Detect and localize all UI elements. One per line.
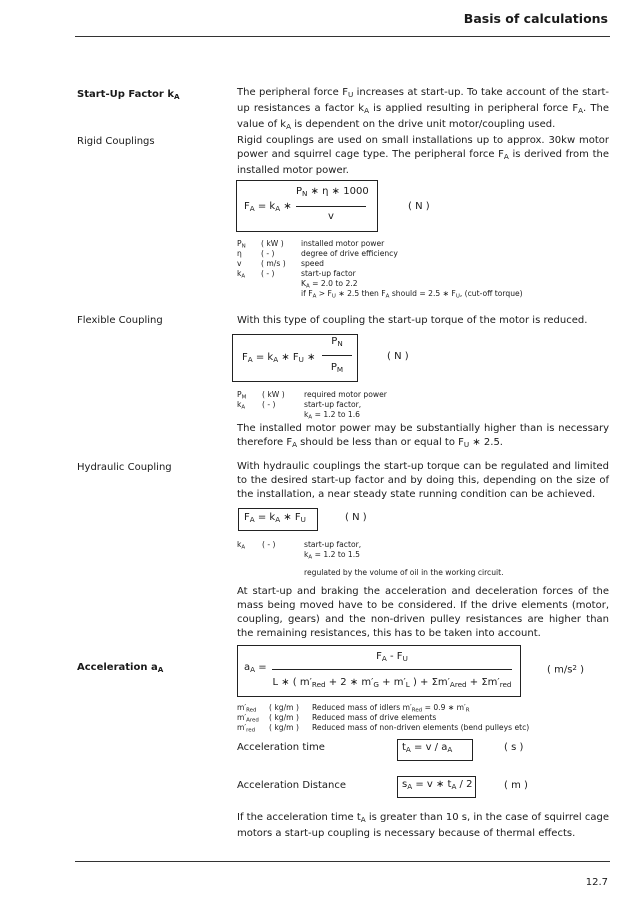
page-header-title: Basis of calculations (463, 11, 608, 26)
acceleration-time-formula: $t_A = v / a_A$ (402, 742, 453, 754)
hydraulic-formula: $F_A = k_A$ ∗ $F_U$ (244, 512, 306, 524)
legend-row (237, 390, 437, 400)
legend-row (237, 400, 437, 410)
startup-factor-text: The peripheral force $F_U$ increases at start-up. To take account of the start-up resistances a factor $k_A$ is applied resulting in peripheral force $F_A$. The value of $k_A$ is dependent on the drive unit motor/coupling used. (237, 87, 609, 131)
hydraulic-coupling-text: With hydraulic couplings the start-up torque can be regulated and limited to the desired start-up factor and by doing this, depending on the size of the installation, a near steady state running condition can be achieved. (237, 461, 609, 500)
legend-symbol: $m'_{Ared}$ (237, 713, 259, 724)
page-number: 12.7 (585, 877, 608, 888)
legend-row (237, 410, 437, 420)
legend-row (237, 289, 567, 299)
flexible-formula-unit: ( N ) (387, 351, 409, 362)
legend-description: start-up factor (301, 269, 356, 278)
legend-description: $K_A = 2.0$ to 2.2 (301, 279, 358, 290)
legend-unit: ( kg/m ) (269, 703, 299, 712)
hydraulic-legend (237, 540, 437, 560)
acceleration-note-text: If the acceleration time $t_A$ is greater than 10 s, in the case of squirrel cage motors a start-up coupling is necessary because of thermal effects. (237, 812, 609, 839)
section-label-rigid-couplings: Rigid Couplings (77, 136, 155, 147)
legend-row (237, 259, 567, 269)
legend-symbol: $k_A$ (237, 400, 246, 411)
legend-description: degree of drive efficiency (301, 249, 398, 258)
legend-symbol: $k_A$ (237, 540, 246, 551)
rigid-formula-lhs: $F_A = k_A$ ∗ (244, 201, 292, 213)
flexible-formula-fraction-bar (322, 355, 352, 356)
rigid-formula-fraction-bar (296, 206, 366, 207)
legend-row (237, 279, 567, 289)
rigid-legend (237, 239, 567, 299)
legend-description: speed (301, 259, 324, 268)
legend-unit: ( m/s ) (261, 259, 286, 268)
legend-symbol: $P_M$ (237, 390, 247, 401)
hydraulic-regulated-note: regulated by the volume of oil in the working circuit. (304, 568, 504, 577)
braking-text: At start-up and braking the acceleration and deceleration forces of the mass being moved have to be considered. If the drive elements (motor, coupling, gears) and the non-driven pulley resistances are higher than the remaining resistances, this has to be taken into account. (237, 586, 609, 639)
rigid-formula-unit: ( N ) (408, 201, 430, 212)
footer-rule (75, 861, 610, 862)
legend-row (237, 713, 567, 723)
legend-unit: ( kW ) (261, 239, 284, 248)
acceleration-formula-denominator: L ∗ ( $m'_{Red} + 2$ ∗ $m'_G + m'_L$ ) + $\Sigma m'_{Ared} + \Sigma m'_{red}$ (272, 677, 512, 689)
legend-row (237, 703, 567, 713)
legend-row (237, 540, 437, 550)
acceleration-formula-fraction-bar (272, 669, 512, 670)
legend-description: $k_A = 1.2$ to 1.6 (304, 410, 360, 421)
legend-row (237, 239, 567, 249)
legend-unit: ( - ) (261, 269, 275, 278)
flexible-coupling-text: With this type of coupling the start-up torque of the motor is reduced. (237, 315, 588, 326)
legend-description: $k_A = 1.2$ to 1.5 (304, 550, 360, 561)
acceleration-time-unit: ( s ) (504, 742, 524, 753)
acceleration-time-label: Acceleration time (237, 742, 325, 753)
rigid-formula-denominator: v (328, 211, 334, 222)
acceleration-distance-unit: ( m ) (504, 780, 528, 791)
flexible-legend (237, 390, 437, 420)
acceleration-formula-numerator: $F_A - F_U$ (376, 651, 408, 663)
legend-unit: ( - ) (261, 249, 275, 258)
legend-row (237, 249, 567, 259)
legend-row (237, 269, 567, 279)
legend-description: Reduced mass of drive elements (312, 713, 437, 722)
rigid-couplings-text: Rigid couplings are used on small installations up to approx. 30kw motor power and squirrel cage type. The peripheral force $F_A$ is derived from the installed motor power. (237, 135, 609, 176)
acceleration-distance-label: Acceleration Distance (237, 780, 347, 791)
legend-description: Reduced mass of non-driven elements (bend pulleys etc) (312, 723, 530, 732)
section-label-flexible-coupling: Flexible Coupling (77, 315, 163, 326)
flexible-note-text: The installed motor power may be substantially higher than is necessary therefore $F_A$ should be less than or equal to $F_U$ ∗ 2.5. (237, 423, 609, 449)
acceleration-formula-unit: ( $m/s^2$ ) (547, 663, 585, 676)
flexible-formula-denominator: $P_M$ (330, 362, 344, 374)
hydraulic-formula-unit: ( N ) (345, 512, 367, 523)
legend-description: start-up factor, (304, 540, 362, 549)
legend-row (237, 550, 437, 560)
acceleration-formula-lhs: $a_A$ = (244, 662, 267, 674)
section-label-acceleration: Acceleration $a_A$ (77, 662, 164, 674)
legend-symbol: η (237, 249, 242, 258)
header-rule (75, 36, 610, 37)
section-label-startup-factor: Start-Up Factor $k_A$ (77, 89, 180, 101)
acceleration-distance-formula: $s_A = v$ ∗ $t_A / 2$ (402, 779, 473, 791)
rigid-formula-numerator: $P_N$ ∗ η ∗ 1000 (296, 186, 369, 198)
flexible-formula-numerator: $P_N$ (331, 336, 343, 348)
legend-description: required motor power (304, 390, 387, 399)
legend-unit: ( kg/m ) (269, 713, 299, 722)
legend-description: installed motor power (301, 239, 385, 248)
legend-unit: ( - ) (262, 400, 276, 409)
legend-unit: ( kW ) (262, 390, 285, 399)
legend-symbol: v (237, 259, 242, 268)
legend-symbol: $k_A$ (237, 269, 246, 280)
flexible-formula-lhs: $F_A = k_A$ ∗ $F_U$ ∗ (242, 352, 316, 364)
acceleration-legend (237, 703, 567, 733)
legend-unit: ( - ) (262, 540, 276, 549)
legend-symbol: $m'_{red}$ (237, 723, 256, 734)
legend-row (237, 723, 567, 733)
legend-description: Reduced mass of idlers $m'_{Red} = 0.9$ ∗ $m'_R$ (312, 703, 470, 714)
legend-unit: ( kg/m ) (269, 723, 299, 732)
legend-description: if $F_A > F_U$ ∗ 2.5 then $F_A$ should = 2.5 ∗ $F_U$, (cut-off torque) (301, 289, 523, 300)
legend-symbol: $P_N$ (237, 239, 246, 250)
legend-symbol: $m'_{Red}$ (237, 703, 257, 714)
section-label-hydraulic-coupling: Hydraulic Coupling (77, 462, 172, 473)
legend-description: start-up factor, (304, 400, 362, 409)
